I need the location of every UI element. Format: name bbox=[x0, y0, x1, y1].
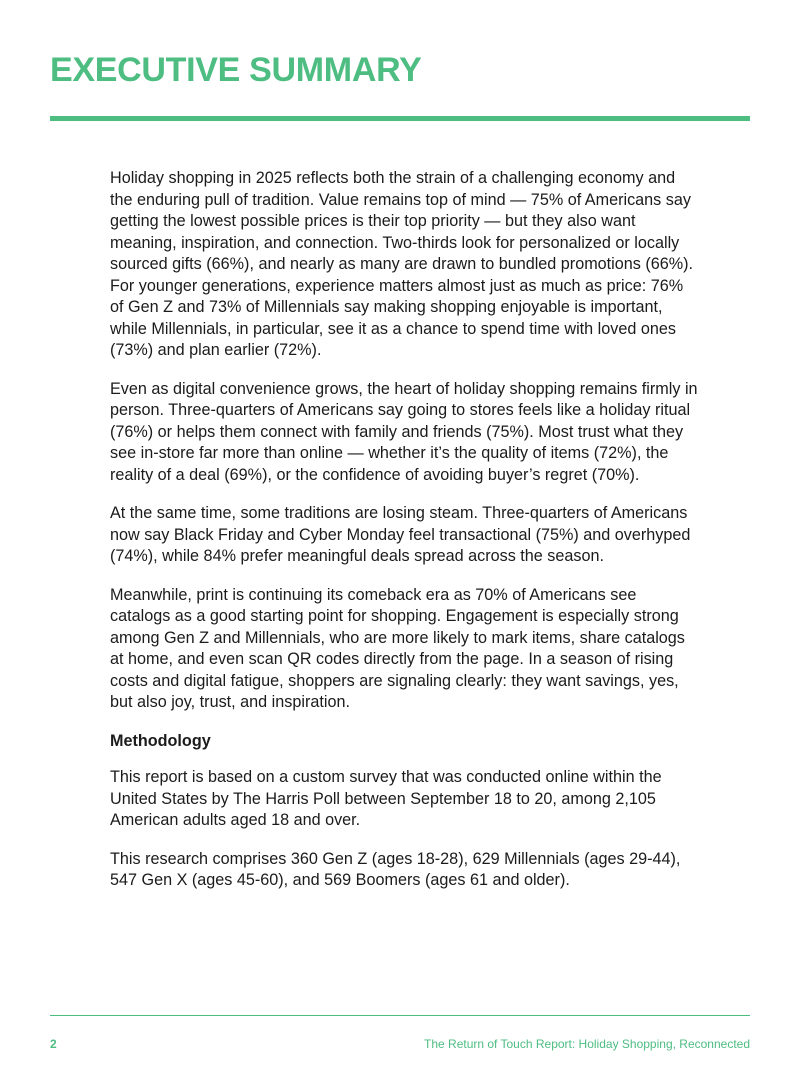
methodology-paragraph-1: This report is based on a custom survey that was conducted online within the United States by The Harris Poll between September 18 to 20, among 2,105 American adults aged 18 and over. bbox=[110, 768, 662, 829]
footer-divider bbox=[50, 1015, 750, 1016]
summary-paragraph-2: Even as digital convenience grows, the heart of holiday shopping remains firmly in person. Three-quarters of Americans say going to stores feels like a holiday ritual (76%) or helps them connect with family and friends (75%). Most trust what they see in-store far more than online — whether it’s the quality of items (72%), the reality of a deal (69%), or the confidence of avoiding buyer’s regret (70%). bbox=[110, 379, 698, 484]
summary-paragraph-3: At the same time, some traditions are losing steam. Three-quarters of Americans now say Black Friday and Cyber Monday feel transactional (75%) and overhyped (74%), while 84% prefer meaningful deals spread across the season. bbox=[110, 504, 691, 565]
methodology-heading: Methodology bbox=[110, 731, 211, 750]
methodology-paragraph-2: This research comprises 360 Gen Z (ages 18-28), 629 Millennials (ages 29-44), 547 Gen X (ages 45-60), and 569 Boomers (ages 61 and older). bbox=[110, 849, 681, 889]
main-content bbox=[110, 168, 700, 909]
title-divider bbox=[50, 116, 750, 121]
summary-paragraph-4: Meanwhile, print is continuing its comeback era as 70% of Americans see catalogs as a good starting point for shopping. Engagement is especially strong among Gen Z and Millennials, who are more likely to mark items, share catalogs at home, and even scan QR codes directly from the page. In a season of rising costs and digital fatigue, shoppers are signaling clearly: they want savings, yes, but also joy, trust, and inspiration. bbox=[110, 585, 685, 711]
page-title: EXECUTIVE SUMMARY bbox=[50, 51, 422, 89]
page-number: 2 bbox=[50, 1037, 57, 1051]
footer-report-title: The Return of Touch Report: Holiday Shopping, Reconnected bbox=[424, 1037, 750, 1051]
summary-paragraph-1: Holiday shopping in 2025 reflects both the strain of a challenging economy and the enduring pull of tradition. Value remains top of mind — 75% of Americans say getting the lowest possible prices is their top priority — but they also want meaning, inspiration, and connection. Two-thirds look for personalized or locally sourced gifts (66%), and nearly as many are drawn to bundled promotions (66%). For younger generations, experience matters almost just as much as price: 76% of Gen Z and 73% of Millennials say making shopping enjoyable is important, while Millennials, in particular, see it as a chance to spend time with loved ones (73%) and plan earlier (72%). bbox=[110, 169, 694, 359]
